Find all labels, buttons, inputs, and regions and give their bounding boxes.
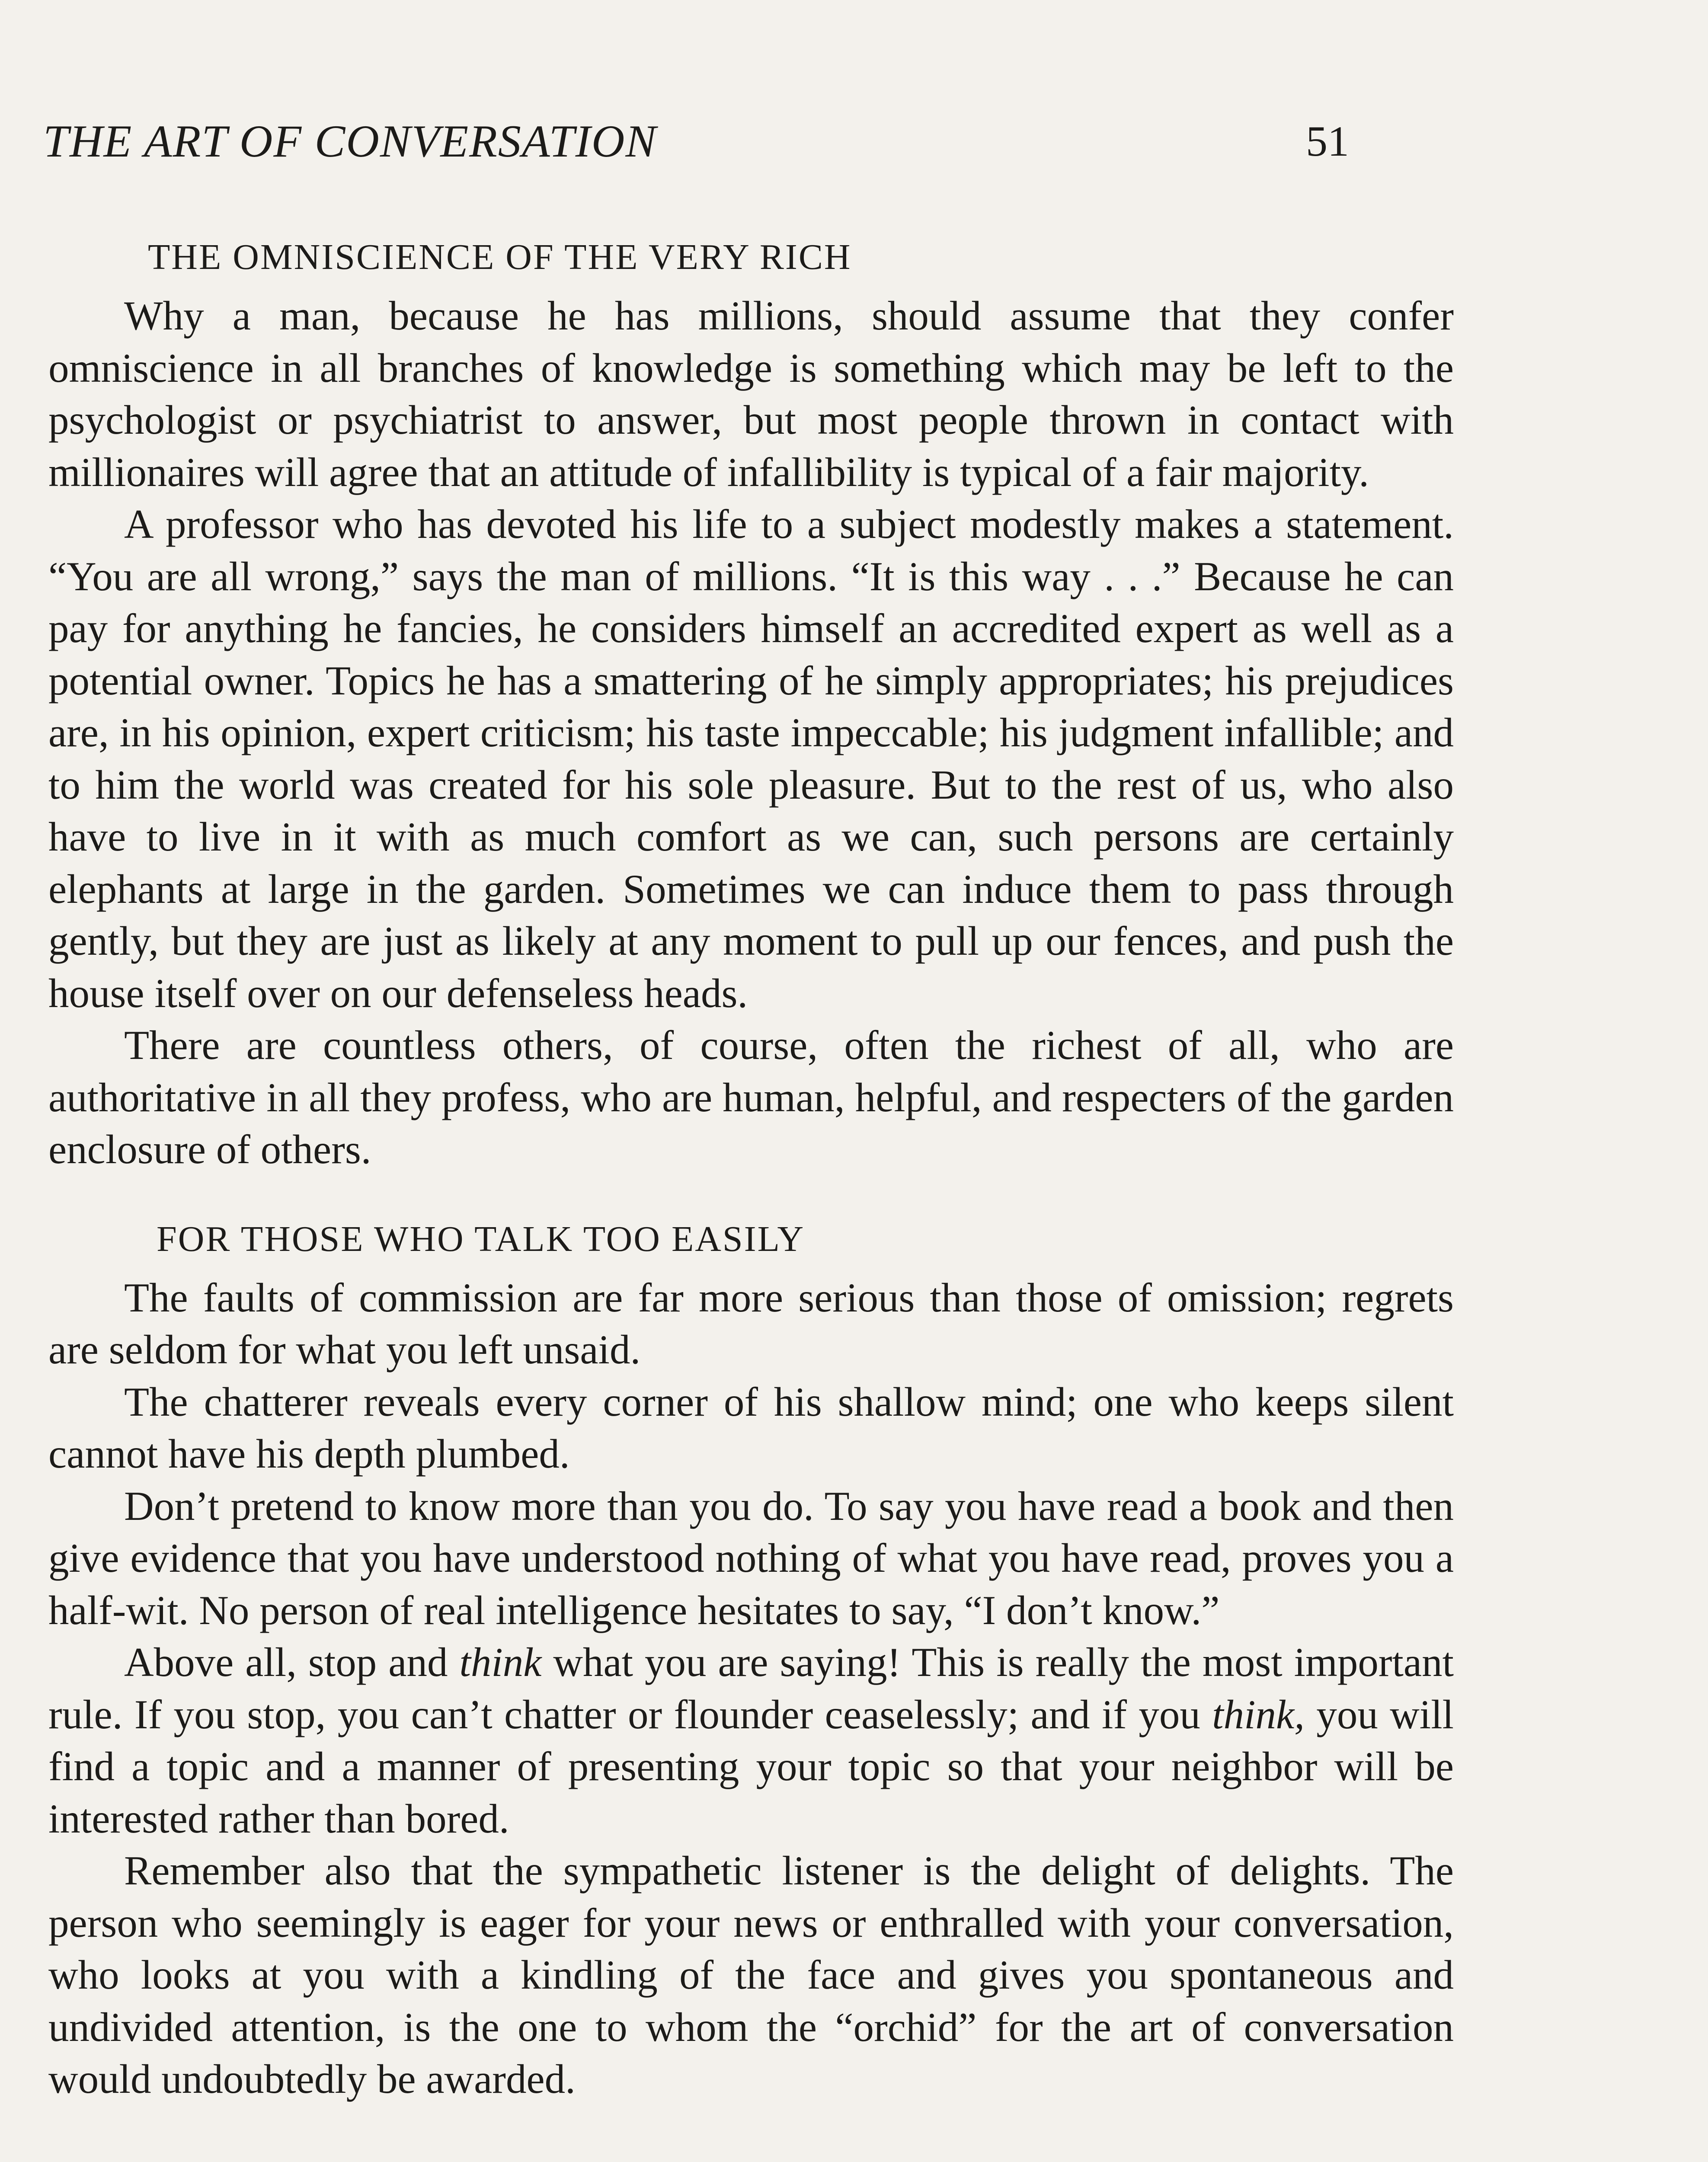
paragraph: Why a man, because he has millions, should assume that they confer omniscience in all branches of knowledge is something which may be left to the psychologist or psychiatrist to answer, but most people thrown in contact with millionaires will agree that an attitude of infallibility is typical of a fair majority. bbox=[48, 293, 1454, 495]
body-text bbox=[48, 225, 1454, 2105]
emphasis-think: think, bbox=[1212, 1691, 1305, 1737]
paragraph: The faults of commission are far more serious than those of omission; regrets are seldom for what you left unsaid. bbox=[48, 1274, 1454, 1372]
paragraph: A professor who has devoted his life to a subject modestly makes a statement. “You are all wrong,” says the man of millions. “It is this way . . .” Because he can pay for anything he fancies, he considers himself an accredited expert as well as a potential owner. Topics he has a smattering of he simply appropriates; his prejudices are, in his opinion, expert criticism; his taste impeccable; his judgment infallible; and to him the world was created for his sole pleasure. But to the rest of us, who also have to live in it with as much comfort as we can, such persons are certainly elephants at large in the garden. Sometimes we can induce them to pass through gently, but they are just as likely at any moment to pull up our fences, and push the house itself over on our defenseless heads. bbox=[48, 501, 1454, 1016]
section-heading-talk-too-easily: FOR THOSE WHO TALK TOO EASILY bbox=[157, 1219, 805, 1259]
text-run: what you are saying! This is really the most important rule. If you stop, you can’t chatter or flounder ceaselessly; and if you bbox=[48, 1639, 1454, 1737]
running-header bbox=[43, 109, 1349, 195]
running-title: THE ART OF CONVERSATION bbox=[43, 116, 657, 166]
emphasis-think: think bbox=[459, 1639, 542, 1685]
paragraph: Don’t pretend to know more than you do. To say you have read a book and then give evidence that you have understood nothing of what you have read, proves you a half-wit. No person of real intelligence hesitates to say, “I don’t know.” bbox=[48, 1483, 1454, 1633]
paragraph: There are countless others, of course, often the richest of all, who are authoritative in all they profess, who are human, helpful, and respecters of the garden enclosure of others. bbox=[48, 1022, 1454, 1172]
section-heading-omniscience: THE OMNISCIENCE OF THE VERY RICH bbox=[148, 237, 852, 277]
page-number: 51 bbox=[1306, 117, 1349, 165]
paragraph-think bbox=[48, 1636, 1454, 1845]
paragraph: The chatterer reveals every corner of his shallow mind; one who keeps silent cannot have his depth plumbed. bbox=[48, 1378, 1454, 1477]
text-run: Above all, stop and bbox=[124, 1639, 460, 1685]
text-run: you will find a topic and a manner of presenting your topic so that your neighbor will be interested rather than bored. bbox=[48, 1691, 1454, 1842]
paragraph: Remember also that the sympathetic listener is the delight of delights. The person who seemingly is eager for your news or enthralled with your conversation, who looks at you with a kindling of the face and gives you spontaneous and undivided attention, is the one to whom the “orchid” for the art of conversation would undoubtedly be awarded. bbox=[48, 1848, 1454, 2102]
